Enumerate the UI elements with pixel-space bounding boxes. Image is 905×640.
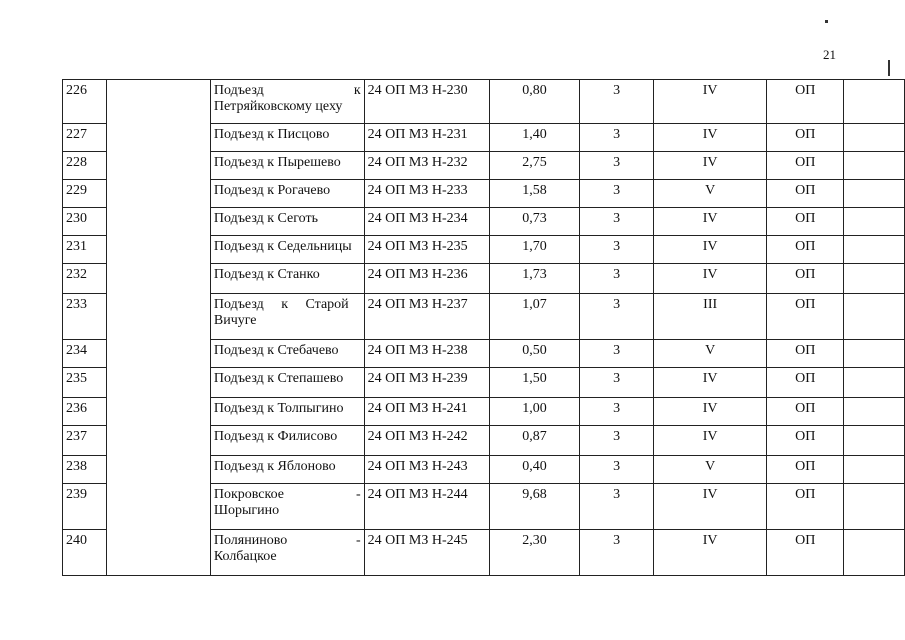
road-name-line-1: Подъезд к Старой [213, 297, 349, 312]
road-code: 24 ОП МЗ Н-230 [364, 80, 489, 124]
road-name-separator: - [356, 533, 361, 548]
road-length: 0,87 [489, 426, 579, 456]
road-count: 3 [580, 236, 654, 264]
blank-cell [844, 152, 905, 180]
table-row [63, 208, 905, 236]
blank-cell [107, 294, 210, 340]
road-name-line-2: Шорыгино [213, 503, 280, 518]
road-significance: ОП [767, 180, 844, 208]
table-row [63, 426, 905, 456]
road-code: 24 ОП МЗ Н-241 [364, 398, 489, 426]
road-name [210, 530, 364, 576]
row-number: 233 [63, 294, 107, 340]
road-category: V [654, 180, 767, 208]
road-category: V [654, 456, 767, 484]
road-name: Подъезд к Толпыгино [210, 398, 364, 426]
road-name: Подъезд к Станко [210, 264, 364, 294]
road-name: Подъезд к Пырешево [210, 152, 364, 180]
road-count: 3 [580, 80, 654, 124]
road-significance: ОП [767, 484, 844, 530]
blank-cell [844, 340, 905, 368]
road-name-line-2: Петряйковскому цеху [213, 99, 343, 114]
scan-speck [825, 20, 828, 23]
road-count: 3 [580, 368, 654, 398]
road-name-line-1 [214, 533, 361, 549]
table-row [63, 152, 905, 180]
road-length: 1,70 [489, 236, 579, 264]
blank-cell [107, 398, 210, 426]
road-name-part: Поляниново [213, 533, 288, 548]
road-name: Подъезд к Филисово [210, 426, 364, 456]
table-row [63, 456, 905, 484]
road-count: 3 [580, 398, 654, 426]
road-length: 2,30 [489, 530, 579, 576]
scan-speck [888, 60, 890, 76]
road-length: 1,73 [489, 264, 579, 294]
road-category: V [654, 340, 767, 368]
road-code: 24 ОП МЗ Н-239 [364, 368, 489, 398]
blank-cell [107, 264, 210, 294]
blank-cell [844, 124, 905, 152]
row-number: 230 [63, 208, 107, 236]
row-number: 238 [63, 456, 107, 484]
blank-cell [107, 426, 210, 456]
road-code: 24 ОП МЗ Н-245 [364, 530, 489, 576]
road-category: IV [654, 208, 767, 236]
road-name-line-2: Вичуге [213, 313, 257, 328]
road-count: 3 [580, 456, 654, 484]
road-name: Подъезд к Рогачево [210, 180, 364, 208]
row-number: 239 [63, 484, 107, 530]
road-length: 0,80 [489, 80, 579, 124]
table-row [63, 124, 905, 152]
road-significance: ОП [767, 124, 844, 152]
road-length: 2,75 [489, 152, 579, 180]
table-row [63, 80, 905, 124]
table-row [63, 264, 905, 294]
table-row [63, 484, 905, 530]
road-length: 1,50 [489, 368, 579, 398]
road-significance: ОП [767, 236, 844, 264]
blank-cell [107, 208, 210, 236]
row-number: 235 [63, 368, 107, 398]
blank-cell [844, 294, 905, 340]
road-name: Подъезд к Стебачево [210, 340, 364, 368]
road-length: 9,68 [489, 484, 579, 530]
blank-cell [107, 484, 210, 530]
road-significance: ОП [767, 208, 844, 236]
table-row [63, 530, 905, 576]
row-number: 229 [63, 180, 107, 208]
blank-cell [844, 368, 905, 398]
road-code: 24 ОП МЗ Н-243 [364, 456, 489, 484]
row-number: 234 [63, 340, 107, 368]
road-count: 3 [580, 484, 654, 530]
road-code: 24 ОП МЗ Н-231 [364, 124, 489, 152]
road-name: Подъезд к Седельницы [210, 236, 364, 264]
road-category: IV [654, 530, 767, 576]
road-category: IV [654, 484, 767, 530]
road-category: IV [654, 426, 767, 456]
road-length: 0,40 [489, 456, 579, 484]
road-significance: ОП [767, 368, 844, 398]
road-name-part: Подъезд [213, 83, 264, 98]
road-count: 3 [580, 426, 654, 456]
blank-cell [844, 398, 905, 426]
road-length: 0,50 [489, 340, 579, 368]
road-code: 24 ОП МЗ Н-237 [364, 294, 489, 340]
blank-cell [844, 180, 905, 208]
row-number: 231 [63, 236, 107, 264]
blank-cell [107, 456, 210, 484]
blank-cell [844, 530, 905, 576]
road-name: Подъезд к Сеготь [210, 208, 364, 236]
road-length: 1,40 [489, 124, 579, 152]
blank-cell [844, 484, 905, 530]
road-significance: ОП [767, 530, 844, 576]
table-row [63, 340, 905, 368]
road-name-part: Покровское [213, 487, 284, 502]
road-code: 24 ОП МЗ Н-235 [364, 236, 489, 264]
blank-cell [107, 80, 210, 124]
road-name-line-2: Колбацкое [213, 549, 277, 564]
row-number: 227 [63, 124, 107, 152]
road-category: IV [654, 124, 767, 152]
road-length: 1,07 [489, 294, 579, 340]
road-significance: ОП [767, 264, 844, 294]
row-number: 240 [63, 530, 107, 576]
road-name-separator: - [356, 487, 361, 502]
blank-cell [107, 368, 210, 398]
road-name: Подъезд к Степашево [210, 368, 364, 398]
blank-cell [844, 208, 905, 236]
road-code: 24 ОП МЗ Н-242 [364, 426, 489, 456]
road-code: 24 ОП МЗ Н-244 [364, 484, 489, 530]
table-body [63, 80, 905, 576]
road-name [210, 80, 364, 124]
row-number: 237 [63, 426, 107, 456]
blank-cell [107, 530, 210, 576]
road-code: 24 ОП МЗ Н-238 [364, 340, 489, 368]
road-category: IV [654, 80, 767, 124]
table-row [63, 294, 905, 340]
blank-cell [844, 426, 905, 456]
blank-cell [107, 236, 210, 264]
road-category: IV [654, 264, 767, 294]
road-code: 24 ОП МЗ Н-236 [364, 264, 489, 294]
road-count: 3 [580, 152, 654, 180]
road-significance: ОП [767, 294, 844, 340]
road-length: 0,73 [489, 208, 579, 236]
road-length: 1,58 [489, 180, 579, 208]
road-count: 3 [580, 530, 654, 576]
blank-cell [107, 152, 210, 180]
road-name-line-1 [214, 487, 361, 503]
road-code: 24 ОП МЗ Н-234 [364, 208, 489, 236]
road-category: IV [654, 368, 767, 398]
table-row [63, 180, 905, 208]
road-count: 3 [580, 264, 654, 294]
road-significance: ОП [767, 340, 844, 368]
road-significance: ОП [767, 80, 844, 124]
row-number: 226 [63, 80, 107, 124]
row-number: 228 [63, 152, 107, 180]
road-category: IV [654, 398, 767, 426]
road-name-line-1 [214, 83, 361, 99]
road-name [210, 484, 364, 530]
table-row [63, 236, 905, 264]
blank-cell [844, 264, 905, 294]
roads-table [62, 79, 905, 576]
road-count: 3 [580, 294, 654, 340]
road-count: 3 [580, 340, 654, 368]
row-number: 236 [63, 398, 107, 426]
blank-cell [107, 180, 210, 208]
road-category: IV [654, 152, 767, 180]
road-name-separator: к [353, 83, 361, 98]
road-significance: ОП [767, 152, 844, 180]
road-code: 24 ОП МЗ Н-232 [364, 152, 489, 180]
blank-cell [844, 456, 905, 484]
table-row [63, 398, 905, 426]
blank-cell [844, 80, 905, 124]
road-code: 24 ОП МЗ Н-233 [364, 180, 489, 208]
road-significance: ОП [767, 426, 844, 456]
blank-cell [107, 340, 210, 368]
road-name [210, 294, 364, 340]
road-category: IV [654, 236, 767, 264]
row-number: 232 [63, 264, 107, 294]
road-count: 3 [580, 124, 654, 152]
road-category: III [654, 294, 767, 340]
blank-cell [844, 236, 905, 264]
road-significance: ОП [767, 456, 844, 484]
road-name: Подъезд к Яблоново [210, 456, 364, 484]
blank-cell [107, 124, 210, 152]
page-number: 21 [823, 47, 836, 62]
road-count: 3 [580, 208, 654, 236]
road-significance: ОП [767, 398, 844, 426]
road-length: 1,00 [489, 398, 579, 426]
road-name: Подъезд к Писцово [210, 124, 364, 152]
table-row [63, 368, 905, 398]
road-count: 3 [580, 180, 654, 208]
